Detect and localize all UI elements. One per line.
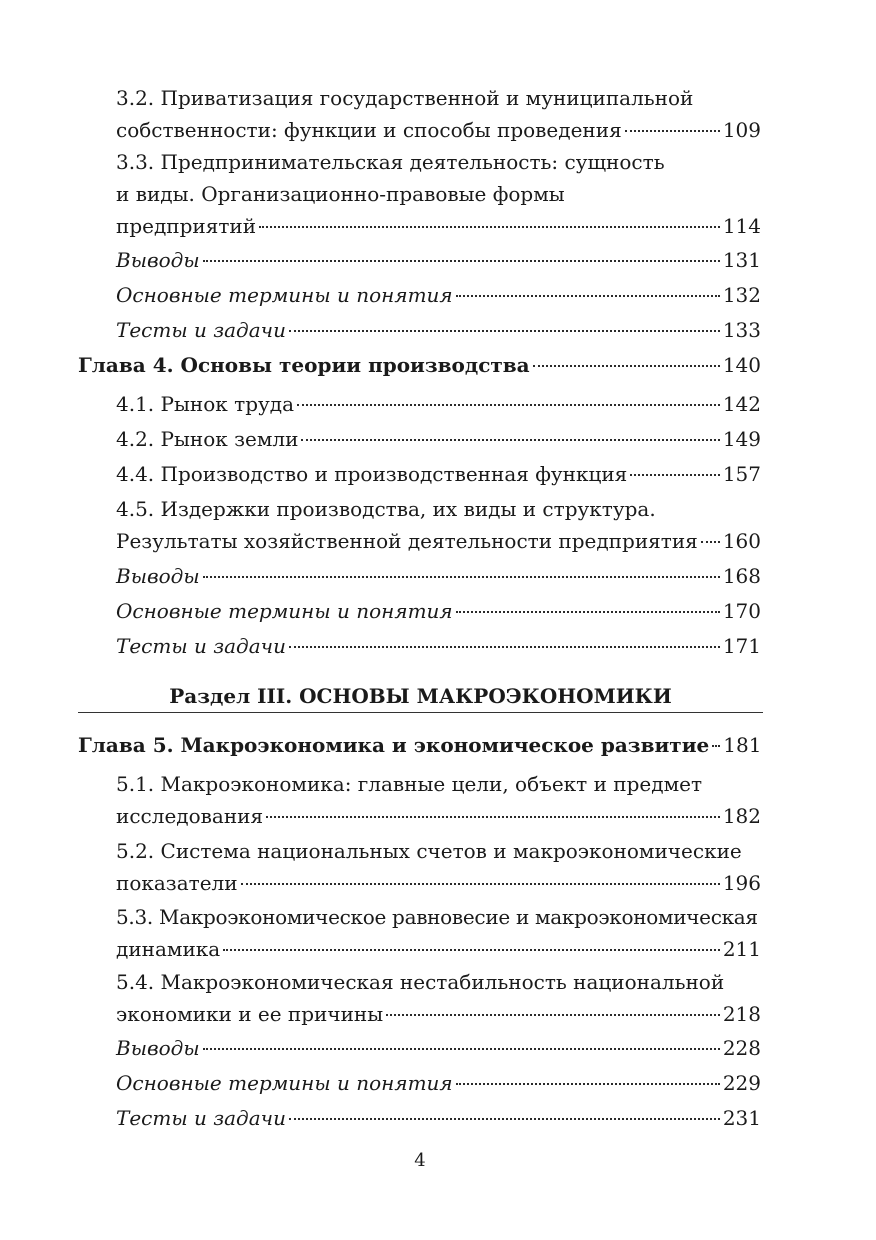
toc-entry-title: Основные термины и понятия xyxy=(116,1071,453,1095)
toc-page-number: 149 xyxy=(722,427,761,451)
toc-entry-line: 5.4. Макроэкономическая нестабильность национальной xyxy=(116,970,725,994)
toc-entry-line: 3.3. Предпринимательская деятельность: сущность xyxy=(116,150,665,174)
toc-page-number: 229 xyxy=(722,1071,761,1095)
toc-entry-conclusions xyxy=(116,1032,761,1064)
toc-entry-title: Тесты и задачи xyxy=(116,1106,286,1130)
dot-leader xyxy=(289,645,720,648)
toc-page-number: 181 xyxy=(723,733,762,757)
toc-page-number: 140 xyxy=(722,353,761,377)
toc-entry-4-5 xyxy=(116,493,761,557)
toc-entry-4-2 xyxy=(116,423,761,455)
toc-entry-line: 5.1. Макроэкономика: главные цели, объект и предмет xyxy=(116,772,703,796)
dot-leader xyxy=(386,1013,720,1016)
toc-page-number: 218 xyxy=(722,1002,761,1026)
toc-page-number: 160 xyxy=(722,529,761,553)
toc-entry-title: Основные термины и понятия xyxy=(116,599,453,623)
toc-entry-line: 5.2. Система национальных счетов и макроэкономические xyxy=(116,839,742,863)
dot-leader xyxy=(630,473,720,476)
dot-leader xyxy=(625,129,720,132)
dot-leader xyxy=(289,1117,720,1120)
dot-leader xyxy=(456,1082,720,1085)
toc-entry-tests xyxy=(116,1102,761,1134)
dot-leader xyxy=(223,948,720,951)
toc-page-number: 142 xyxy=(722,392,761,416)
toc-entry-line: и виды. Организационно-правовые формы xyxy=(116,182,565,206)
toc-page-number: 171 xyxy=(722,634,761,658)
page-number: 4 xyxy=(414,1150,426,1171)
toc-entry-title: Тесты и задачи xyxy=(116,634,286,658)
dot-leader xyxy=(289,329,720,332)
dot-leader xyxy=(241,882,720,885)
toc-page-number: 157 xyxy=(722,462,761,486)
toc-entry-conclusions xyxy=(116,244,761,276)
toc-entry-5-3 xyxy=(116,901,761,965)
toc-entry-title: Основные термины и понятия xyxy=(116,283,453,307)
toc-entry-terms xyxy=(116,279,761,311)
dot-leader xyxy=(456,610,720,613)
toc-page-number: 170 xyxy=(722,599,761,623)
dot-leader xyxy=(266,815,720,818)
dot-leader xyxy=(259,225,720,228)
toc-entry-title: 4.4. Производство и производственная функция xyxy=(116,462,628,486)
dot-leader xyxy=(297,403,720,406)
toc-page-number: 182 xyxy=(722,804,761,828)
toc-entry-3-3 xyxy=(116,146,761,242)
toc-chapter-4 xyxy=(78,349,761,381)
toc-entry-title: 4.1. Рынок труда xyxy=(116,392,294,416)
toc-entry-title: Выводы xyxy=(116,248,200,272)
toc-entry-terms xyxy=(116,595,761,627)
toc-entry-3-2 xyxy=(116,82,761,146)
toc-page-number: 228 xyxy=(722,1036,761,1060)
toc-page-number: 133 xyxy=(722,318,761,342)
toc-entry-conclusions xyxy=(116,560,761,592)
toc-page-number: 114 xyxy=(722,214,761,238)
toc-entry-5-4 xyxy=(116,966,761,1030)
toc-entry-title: Результаты хозяйственной деятельности предприятия xyxy=(116,529,698,553)
toc-entry-tests xyxy=(116,630,761,662)
dot-leader xyxy=(701,540,720,543)
dot-leader xyxy=(203,575,720,578)
dot-leader xyxy=(203,259,720,262)
toc-entry-5-2 xyxy=(116,835,761,899)
toc-entry-title: экономики и ее причины xyxy=(116,1002,384,1026)
toc-chapter-5 xyxy=(78,729,761,761)
toc-page-number: 131 xyxy=(722,248,761,272)
toc-entry-title: Тесты и задачи xyxy=(116,318,286,342)
section-divider xyxy=(78,712,763,713)
toc-entry-title: собственности: функции и способы проведения xyxy=(116,118,622,142)
toc-page-number: 132 xyxy=(722,283,761,307)
toc-entry-title: Выводы xyxy=(116,564,200,588)
toc-entry-terms xyxy=(116,1067,761,1099)
toc-entry-line: 3.2. Приватизация государственной и муниципальной xyxy=(116,86,694,110)
dot-leader xyxy=(301,438,719,441)
toc-entry-line: 5.3. Макроэкономическое равновесие и макроэкономическая xyxy=(116,905,758,929)
toc-entry-tests xyxy=(116,314,761,346)
toc-page-number: 231 xyxy=(722,1106,761,1130)
section-heading: Раздел III. ОСНОВЫ МАКРОЭКОНОМИКИ xyxy=(169,684,672,708)
toc-entry-title: 4.2. Рынок земли xyxy=(116,427,299,451)
toc-entry-4-4 xyxy=(116,458,761,490)
toc-entry-title: Выводы xyxy=(116,1036,200,1060)
toc-chapter-title: Глава 4. Основы теории производства xyxy=(78,353,530,377)
toc-entry-5-1 xyxy=(116,768,761,832)
toc-entry-title: показатели xyxy=(116,871,238,895)
toc-entry-title: динамика xyxy=(116,937,221,961)
toc-page-number: 211 xyxy=(722,937,761,961)
toc-entry-title: исследования xyxy=(116,804,264,828)
toc-page-number: 109 xyxy=(722,118,761,142)
dot-leader xyxy=(203,1047,720,1050)
dot-leader xyxy=(712,744,720,747)
dot-leader xyxy=(456,294,720,297)
toc-entry-title: предприятий xyxy=(116,214,257,238)
toc-entry-4-1 xyxy=(116,388,761,420)
dot-leader xyxy=(533,364,720,367)
toc-chapter-title: Глава 5. Макроэкономика и экономическое развитие xyxy=(78,733,710,757)
toc-page-number: 168 xyxy=(722,564,761,588)
toc-entry-line: 4.5. Издержки производства, их виды и структура. xyxy=(116,497,656,521)
toc-page-number: 196 xyxy=(722,871,761,895)
